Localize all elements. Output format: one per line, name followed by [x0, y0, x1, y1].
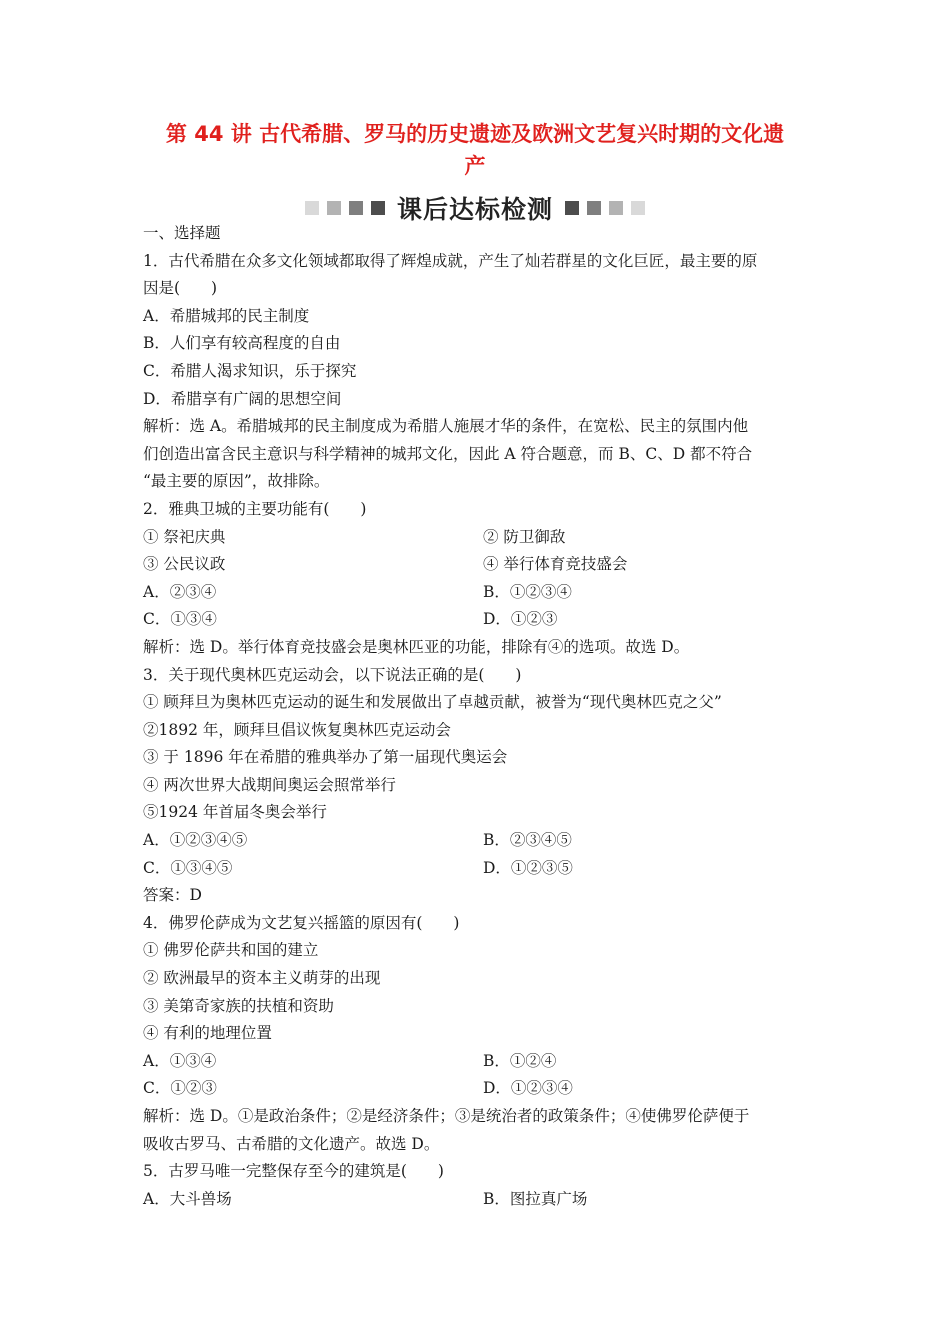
q2-option-c: C．①③④ — [143, 610, 217, 629]
q4-options-row-2 — [143, 1075, 813, 1103]
q3-item-5: ⑤1924 年首届冬奥会举行 — [143, 803, 327, 822]
q3-item-4: ④ 两次世界大战期间奥运会照常举行 — [143, 775, 396, 794]
q3-option-a: A．①②③④⑤ — [143, 831, 248, 850]
q5-options-row-1 — [143, 1186, 813, 1214]
banner-square-decoration — [305, 201, 319, 215]
q4-option-b: B．①②④ — [483, 1051, 557, 1070]
q2-item-1: ① 祭祀庆典 — [143, 527, 226, 546]
q2-item-4: ④ 举行体育竞技盛会 — [483, 555, 628, 574]
q5-stem: 5．古罗马唯一完整保存至今的建筑是( ) — [143, 1162, 444, 1181]
q1-analysis-line-2: 们创造出富含民主意识与科学精神的城邦文化，因此 A 符合题意，而 B、C、D 都不符合 — [143, 444, 753, 463]
q2-option-b: B．①②③④ — [483, 582, 572, 601]
banner-square-decoration — [565, 201, 579, 215]
q4-item-3: ③ 美第奇家族的扶植和资助 — [143, 996, 334, 1015]
title-line-2: 产 — [464, 154, 486, 178]
q3-option-c: C．①③④⑤ — [143, 858, 233, 877]
q1-stem-line-1: 1．古代希腊在众多文化领域都取得了辉煌成就，产生了灿若群星的文化巨匠，最主要的原 — [143, 251, 758, 270]
q3-options-row-1 — [143, 827, 813, 855]
q3-option-b: B．②③④⑤ — [483, 831, 572, 850]
q4-option-a: A．①③④ — [143, 1051, 217, 1070]
q4-analysis-line-2: 吸收古罗马、古希腊的文化遗产。故选 D。 — [143, 1134, 440, 1153]
document-title — [130, 118, 820, 182]
q1-option-a: A．希腊城邦的民主制度 — [143, 306, 310, 325]
q2-analysis: 解析：选 D。举行体育竞技盛会是奥林匹亚的功能，排除有④的选项。故选 D。 — [143, 637, 690, 656]
q4-option-c: C．①②③ — [143, 1079, 217, 1098]
q3-option-d: D．①②③⑤ — [483, 858, 573, 877]
q3-stem: 3．关于现代奥林匹克运动会，以下说法正确的是( ) — [143, 665, 522, 684]
q4-item-1: ① 佛罗伦萨共和国的建立 — [143, 941, 319, 960]
banner-square-decoration — [609, 201, 623, 215]
q5-option-a: A．大斗兽场 — [143, 1189, 232, 1208]
banner-title: 课后达标检测 — [396, 195, 553, 224]
q4-options-row-1 — [143, 1048, 813, 1076]
banner-square-decoration — [631, 201, 645, 215]
q5-option-b: B．图拉真广场 — [483, 1189, 588, 1208]
q1-analysis-line-3: “最主要的原因”，故排除。 — [143, 472, 330, 491]
q2-item-3: ③ 公民议政 — [143, 555, 226, 574]
q1-option-b: B．人们享有较高程度的自由 — [143, 334, 341, 353]
q4-analysis-line-1: 解析：选 D。①是政治条件；②是经济条件；③是统治者的政策条件；④使佛罗伦萨便于 — [143, 1107, 750, 1125]
q1-option-d: D．希腊享有广阔的思想空间 — [143, 389, 342, 408]
q4-option-d: D．①②③④ — [483, 1079, 573, 1098]
q4-item-4: ④ 有利的地理位置 — [143, 1024, 272, 1043]
q4-stem: 4．佛罗伦萨成为文艺复兴摇篮的原因有( ) — [143, 913, 460, 932]
q1-stem-line-2: 因是( ) — [143, 279, 218, 298]
q3-answer: 答案：D — [143, 886, 202, 905]
q4-item-2: ② 欧洲最早的资本主义萌芽的出现 — [143, 969, 381, 988]
q2-options-row-1 — [143, 579, 813, 607]
q2-stem: 2．雅典卫城的主要功能有( ) — [143, 499, 367, 518]
q2-items-row-1 — [143, 524, 813, 552]
q2-option-a: A．②③④ — [143, 582, 217, 601]
q2-options-row-2 — [143, 606, 813, 634]
q1-analysis-line-1: 解析：选 A。希腊城邦的民主制度成为希腊人施展才华的条件，在宽松、民主的氛围内他 — [143, 417, 749, 436]
banner-square-decoration — [349, 201, 363, 215]
banner-square-decoration — [327, 201, 341, 215]
q2-items-row-2 — [143, 551, 813, 579]
q3-item-3: ③ 于 1896 年在希腊的雅典举办了第一届现代奥运会 — [143, 748, 508, 767]
title-line-1: 第 44 讲 古代希腊、罗马的历史遗迹及欧洲文艺复兴时期的文化遗 — [165, 122, 785, 146]
q3-item-2: ②1892 年，顾拜旦倡议恢复奥林匹克运动会 — [143, 720, 451, 739]
q2-item-2: ② 防卫御敌 — [483, 527, 566, 546]
banner-square-decoration — [371, 201, 385, 215]
q3-options-row-2 — [143, 855, 813, 883]
q2-option-d: D．①②③ — [483, 610, 558, 629]
banner-square-decoration — [587, 201, 601, 215]
section-heading: 一、选择题 — [143, 224, 221, 242]
q3-item-1: ① 顾拜旦为奥林匹克运动的诞生和发展做出了卓越贡献，被誉为“现代奥林匹克之父” — [143, 693, 722, 712]
document-body — [143, 220, 813, 1213]
q1-option-c: C．希腊人渴求知识，乐于探究 — [143, 361, 357, 380]
